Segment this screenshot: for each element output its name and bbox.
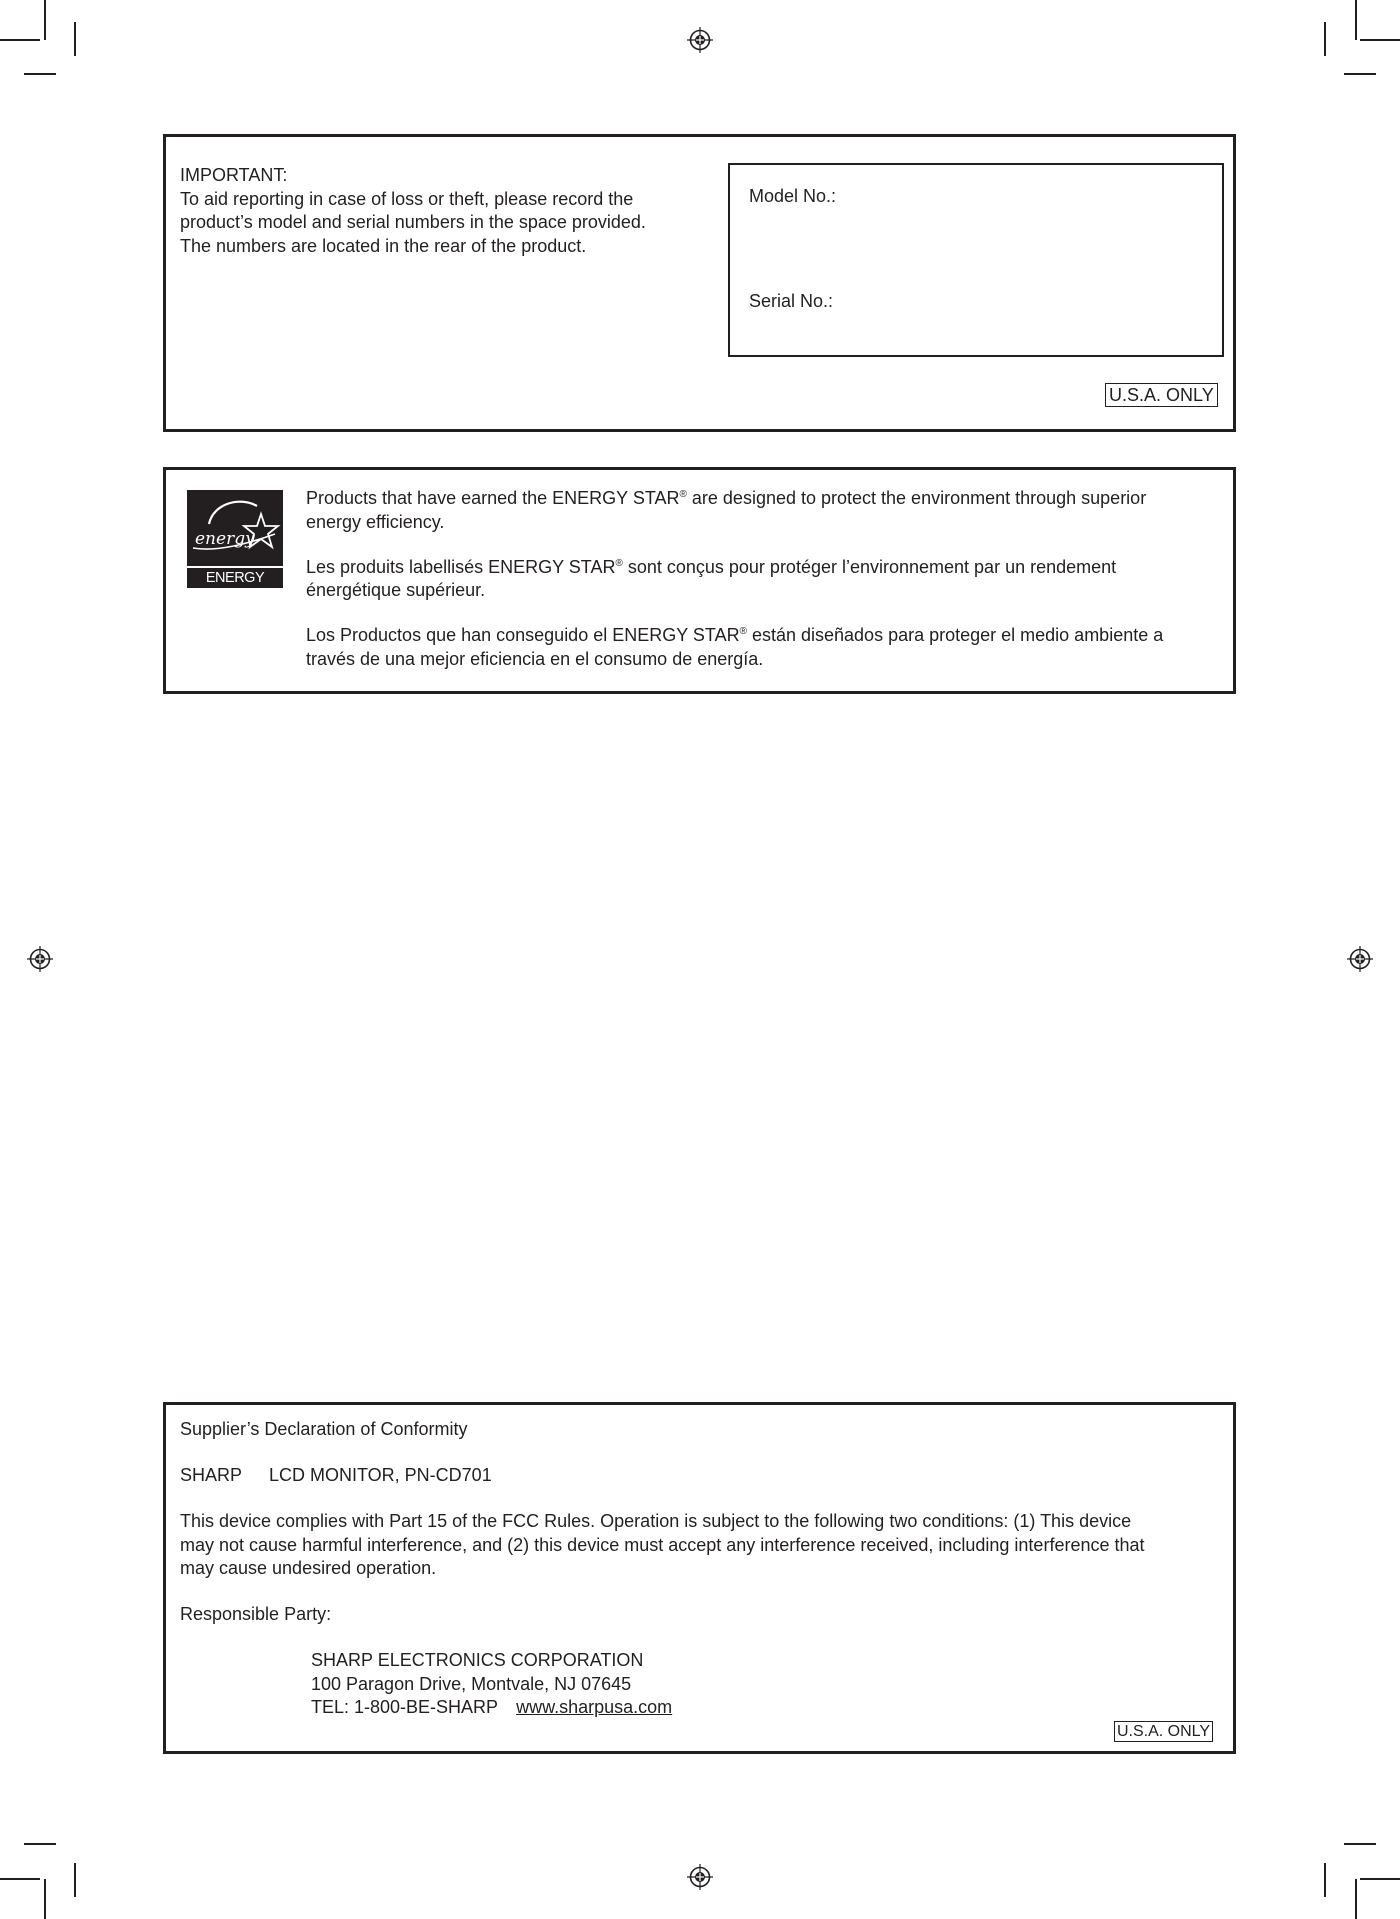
energy-script: energy bbox=[195, 529, 255, 549]
en-text: Products that have earned the ENERGY STAR bbox=[306, 488, 680, 508]
responsible-party-details bbox=[180, 1649, 1220, 1720]
responsible-party-label: Responsible Party: bbox=[180, 1604, 332, 1624]
registration-target-icon bbox=[687, 1864, 713, 1890]
energy-star-logo-label: ENERGY STAR bbox=[187, 566, 283, 588]
important-line: product’s model and serial numbers in the space provided. bbox=[180, 212, 646, 232]
product-name: LCD MONITOR, PN-CD701 bbox=[269, 1465, 492, 1485]
crop-mark-icon bbox=[44, 1879, 46, 1919]
important-heading: IMPORTANT: bbox=[180, 165, 288, 185]
compliance-line: may not cause harmful interference, and (2) this device must accept any interference received, including interference that bbox=[180, 1534, 1145, 1555]
registered-mark: ® bbox=[679, 489, 687, 500]
website-link[interactable]: www.sharpusa.com bbox=[516, 1697, 673, 1717]
company-name: SHARP ELECTRONICS CORPORATION bbox=[311, 1650, 644, 1670]
crop-mark-icon bbox=[1344, 1843, 1376, 1845]
energy-star-text bbox=[306, 487, 1226, 671]
energy-star-en-line1 bbox=[306, 487, 1226, 511]
crop-mark-icon bbox=[44, 0, 46, 40]
crop-mark-icon bbox=[24, 73, 56, 75]
usa-only-badge: U.S.A. ONLY bbox=[1114, 1721, 1213, 1742]
company-tel: TEL: 1-800-BE-SHARP bbox=[311, 1697, 499, 1717]
crop-mark-icon bbox=[1360, 39, 1400, 41]
important-line: The numbers are located in the rear of the product. bbox=[180, 235, 587, 256]
crop-mark-icon bbox=[1355, 0, 1357, 40]
serial-no-label: Serial No.: bbox=[749, 291, 834, 311]
registration-target-icon bbox=[687, 27, 713, 53]
compliance-line: This device complies with Part 15 of the FCC Rules. Operation is subject to the following two conditions: (1) This device bbox=[180, 1511, 1132, 1531]
energy-star-fr bbox=[306, 556, 1226, 603]
important-text bbox=[180, 164, 720, 258]
declaration-title: Supplier’s Declaration of Conformity bbox=[180, 1419, 468, 1439]
registered-mark: ® bbox=[739, 626, 747, 637]
crop-mark-icon bbox=[1324, 22, 1326, 56]
registration-target-icon bbox=[1347, 946, 1373, 972]
declaration-text bbox=[180, 1418, 1220, 1720]
important-line: To aid reporting in case of loss or theft, please record the bbox=[180, 188, 634, 209]
energy-star-logo bbox=[187, 490, 283, 606]
fr-text: sont conçus pour protéger l’environnement par un rendement bbox=[622, 556, 1117, 577]
crop-mark-icon bbox=[1344, 73, 1376, 75]
compliance-text bbox=[180, 1510, 1220, 1581]
crop-mark-icon bbox=[0, 39, 40, 41]
company-contact bbox=[311, 1696, 1220, 1720]
energy-star-icon bbox=[187, 490, 283, 566]
declaration-product-line bbox=[180, 1464, 1220, 1488]
brand-name: SHARP bbox=[180, 1465, 243, 1485]
en-text: are designed to protect the environment through superior bbox=[686, 488, 1147, 508]
crop-mark-icon bbox=[1355, 1879, 1357, 1919]
crop-mark-icon bbox=[74, 22, 76, 56]
crop-mark-icon bbox=[0, 1878, 40, 1880]
compliance-line: may cause undesired operation. bbox=[180, 1558, 437, 1578]
important-box bbox=[163, 134, 1236, 432]
record-numbers-box bbox=[728, 163, 1224, 357]
registered-mark: ® bbox=[615, 557, 623, 569]
declaration-box bbox=[163, 1402, 1236, 1754]
energy-star-en-line2: energy efficiency. bbox=[306, 511, 445, 532]
energy-star-es-line2: través de una mejor eficiencia en el consumo de energía. bbox=[306, 648, 764, 669]
crop-mark-icon bbox=[1324, 1863, 1326, 1897]
energy-star-es-line1 bbox=[306, 624, 1226, 648]
energy-star-fr-line1 bbox=[306, 556, 1226, 580]
energy-star-fr-line2: énergétique supérieur. bbox=[306, 580, 486, 600]
registration-target-icon bbox=[27, 946, 53, 972]
crop-mark-icon bbox=[1360, 1878, 1400, 1880]
es-text: Los Productos que han conseguido el ENERGY STAR bbox=[306, 625, 740, 645]
energy-star-es bbox=[306, 624, 1226, 671]
crop-mark-icon bbox=[74, 1863, 76, 1897]
crop-mark-icon bbox=[24, 1843, 56, 1845]
energy-star-en bbox=[306, 487, 1226, 534]
company-address: 100 Paragon Drive, Montvale, NJ 07645 bbox=[311, 1673, 632, 1694]
usa-only-badge: U.S.A. ONLY bbox=[1105, 383, 1218, 407]
fr-text: Les produits labellisés ENERGY STAR bbox=[306, 556, 616, 577]
model-no-label: Model No.: bbox=[749, 186, 837, 206]
es-text: están diseñados para proteger el medio ambiente a bbox=[746, 625, 1164, 645]
